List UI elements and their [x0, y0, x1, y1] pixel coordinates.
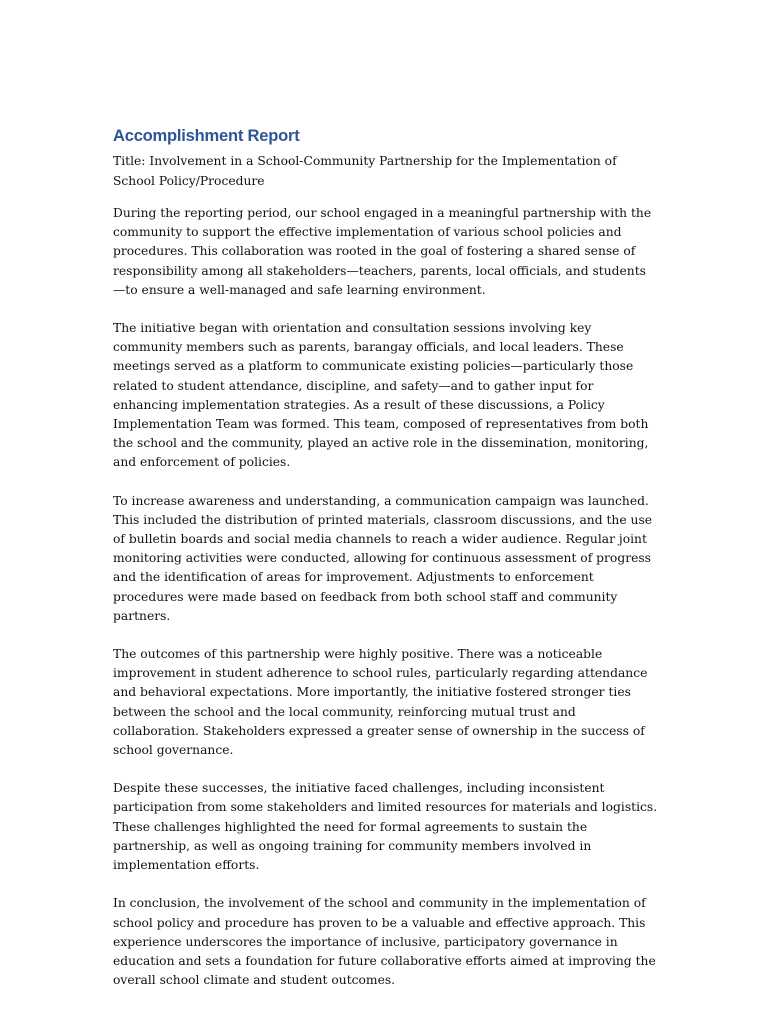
paragraph-initiative: The initiative began with orientation and consultation sessions involving key community members such as parents, barangay officials, and local leaders. These meetings served as a platform to communicate existing policies—particularly those related to student attendance, discipline, and safety—and to gather input for enhancing implementation strategies. As a result of these discussions, a Policy Implementation Team was formed. This team, composed of representatives from both the school and the community, played an active role in the dissemination, monitoring, and enforcement of policies. — [113, 321, 649, 470]
paragraph-campaign: To increase awareness and understanding, a communication campaign was launched. This included the distribution of printed materials, classroom discussions, and the use of bulletin boards and social media channels to reach a wider audience. Regular joint monitoring activities were conducted, allowing for continuous assessment of progress and the identification of areas for improvement. Adjustments to enforcement procedures were made based on feedback from both school staff and community partners. — [113, 493, 653, 623]
paragraph-intro: During the reporting period, our school engaged in a meaningful partnership with the community to support the effective implementation of various school policies and procedures. This collaboration was rooted in the goal of fostering a shared sense of responsibility among all stakeholders—teachers, parents, local officials, and students—to ensure a well-managed and safe learning environment. — [113, 206, 652, 297]
report-heading: Accomplishment Report — [113, 127, 300, 145]
paragraph-challenges: Despite these successes, the initiative faced challenges, including inconsistent participation from some stakeholders and limited resources for materials and logistics. These challenges highlighted the need for formal agreements to sustain the partnership, as well as ongoing training for community members involved in implementation efforts. — [113, 781, 658, 873]
report-title: Title: Involvement in a School-Community Partnership for the Implementation of School Policy/Procedure — [113, 154, 617, 188]
paragraph-outcomes: The outcomes of this partnership were highly positive. There was a noticeable improvement in student adherence to school rules, particularly regarding attendance and behavioral expectations. More importantly, the initiative fostered stronger ties between the school and the local community, reinforcing mutual trust and collaboration. Stakeholders expressed a greater sense of ownership in the success of school governance. — [113, 647, 648, 758]
paragraph-conclusion: In conclusion, the involvement of the school and community in the implementation of school policy and procedure has proven to be a valuable and effective approach. This experience underscores the importance of inclusive, participatory governance in education and sets a foundation for future collaborative efforts aimed at improving the overall school climate and student outcomes. — [113, 896, 656, 988]
document-content — [113, 124, 658, 1009]
